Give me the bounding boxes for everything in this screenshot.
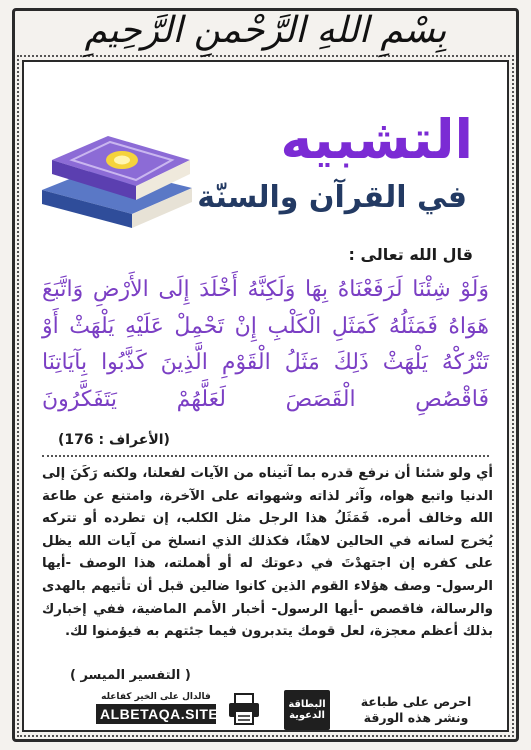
print-request-line1: احرص على طباعة: [360, 694, 472, 709]
books-icon: [32, 102, 202, 232]
logo-line1: البطاقة: [288, 699, 326, 710]
verse-reference: (الأعراف : 176): [58, 432, 170, 448]
logo-line2: الدعوية: [289, 710, 325, 721]
quran-intro: قال الله تعالى :: [348, 245, 473, 264]
printer-icon: [226, 691, 262, 727]
header: [22, 62, 509, 237]
footer-tagline: فالدال على الخير كفاعله: [101, 692, 211, 702]
footer: [22, 688, 509, 732]
site-block: [96, 690, 219, 724]
tafsir-text: أي ولو شئنا أن نرفع قدره بما آتيناه من الآيات لفعلنا، ولكنه رَكَنَ إلى الدنيا واتبع هواه، وآثر لذاته وشهواته على الآخرة، وامتنع عن طاعة الله وخالف أمره. فَمَثَلُ هذا الرجل مثل الكلب، إن تطرده أو تتركه يُخرج لسانه في الحالين لاهثًا، فكذلك الذي انسلخ من آيات الله يظل على كفره إن اجتهدْتَ في دعوتك له أو أهملته، هذا الوصف -أيها الرسول- وصف هؤلاء القوم الذين كانوا ضالين قبل أن تأتيهم بالهدى والرسالة، فاقصص -أيها الرسول- أخبار الأمم الماضية، ففي إخبارك بذلك أعظم معجزة، لعل قومك يتدبرون فيما جئتهم به فيؤمنوا لك.: [42, 466, 493, 640]
print-request: [351, 694, 481, 726]
tafsir-source: ( التفسير الميسر ): [70, 668, 191, 683]
site-link[interactable]: ALBETAQA.SITE: [96, 704, 216, 724]
quran-verse: وَلَوْ شِئْنَا لَرَفَعْنَاهُ بِهَا وَلَكِنَّهُ أَخْلَدَ إِلَى الأَرْضِ وَاتَّبَعَ هَوَاهُ فَمَثَلُهُ كَمَثَلِ الْكَلْبِ إِنْ تَحْمِلْ عَلَيْهِ يَلْهَثْ أَوْ تَتْرُكْهُ يَلْهَثْ ذَلِكَ مَثَلُ الْقَوْمِ الَّذِينَ كَذَّبُوا بِآيَاتِنَا فَاقْصُصِ الْقَصَصَ لَعَلَّهُمْ يَتَفَكَّرُونَ: [42, 277, 489, 412]
page-subtitle: في القرآن والسنّة: [197, 180, 467, 215]
print-request-line2: ونشر هذه الورقة: [363, 710, 469, 725]
section-divider: [42, 455, 489, 457]
logo: [284, 690, 330, 730]
basmala: بِسْمِ اللهِ الرَّحْمنِ الرَّحِيمِ: [84, 10, 447, 51]
page-title: التشبيه: [280, 108, 473, 171]
